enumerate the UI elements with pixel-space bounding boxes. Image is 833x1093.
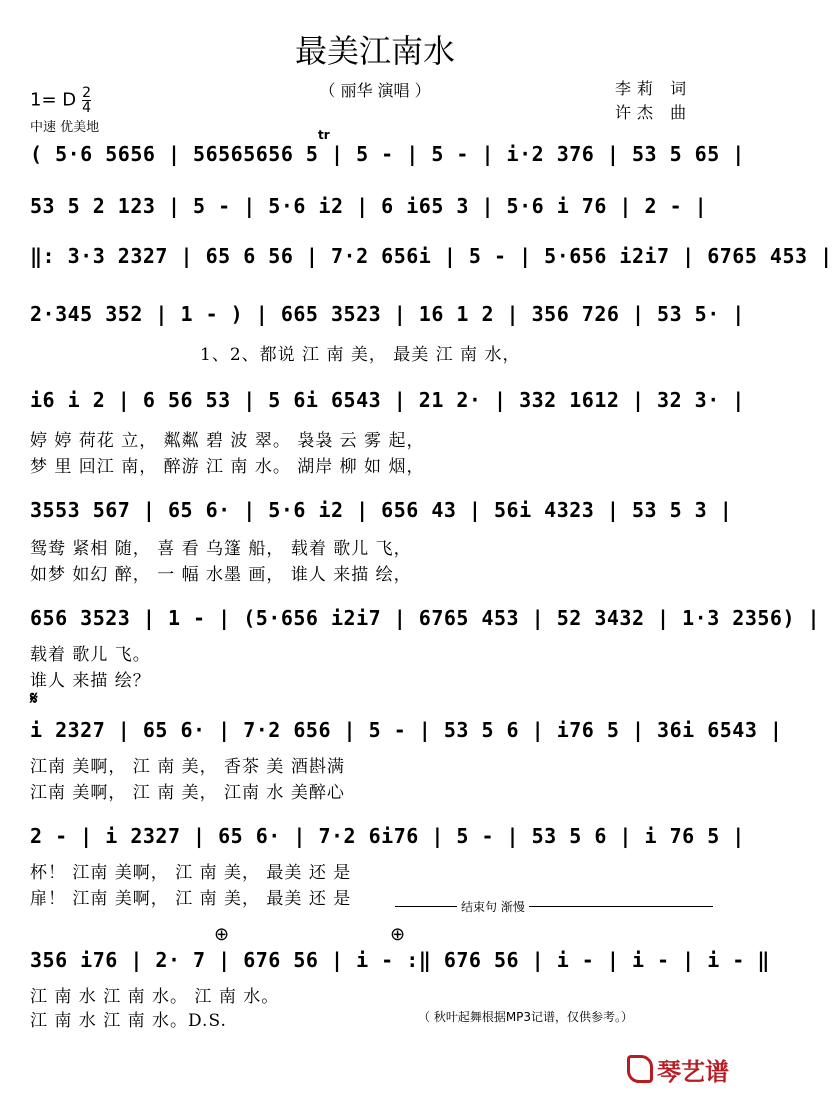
score-line-4: 2·345 352 | 1 - ) | 665 3523 | 16 1 2 | 356 726 | 53 5· | [30, 302, 745, 326]
lyricist-credit: 李莉 词 [615, 79, 693, 98]
ending-bracket [395, 900, 713, 921]
watermark-logo [627, 1052, 729, 1087]
time-bottom: 4 [82, 100, 92, 116]
tempo-marking: 中速 优美地 [30, 120, 100, 135]
score-line-8: i 2327 | 65 6· | 7·2 656 | 5 - | 53 5 6 | i76 5 | 36i 6543 | [30, 718, 783, 742]
score-line-2: 53 5 2 123 | 5 - | 5·6 i2 | 6 i65 3 | 5·6 i 76 | 2 - | [30, 194, 708, 218]
time-top: 2 [82, 85, 92, 101]
score-line-6: 3553 567 | 65 6· | 5·6 i2 | 656 43 | 56i 4323 | 53 5 3 | [30, 498, 733, 522]
lyric-line: 谁人 来描 绘？ [30, 671, 151, 691]
watermark-text: 琴艺谱 [657, 1058, 729, 1086]
ending-label: 结束句 渐慢 [457, 898, 529, 915]
lyric-line: 杯！ 江南 美啊， 江 南 美， 最美 还 是 [30, 863, 352, 883]
lyric-line: 江南 美啊， 江 南 美， 江南 水 美醉心 [30, 783, 345, 803]
score-line-3: ‖: 3·3 2327 | 65 6 56 | 7·2 656i | 5 - | 5·656 i2i7 | 6765 453 | [30, 244, 833, 268]
lyric-line: 扉！ 江南 美啊， 江 南 美， 最美 还 是 [30, 889, 352, 909]
lyric-line: 江南 美啊， 江 南 美， 香茶 美 酒斟满 [30, 757, 345, 777]
lyric-line: 江 南 水 江 南 水。 江 南 水。 [30, 987, 280, 1007]
lyric-line: 梦 里 回江 南， 醉游 江 南 水。 湖岸 柳 如 烟， [30, 457, 425, 477]
score-line-1: ( 5·6 5656 | 56565656 5 | 5 - | 5 - | i·2 376 | 53 5 65 | [30, 142, 745, 166]
key-label: 1= D [30, 89, 77, 111]
trill-mark: tr [318, 128, 330, 142]
key-signature [30, 86, 91, 115]
score-line-7: 656 3523 | 1 - | (5·656 i2i7 | 6765 453 | 52 3432 | 1·3 2356) | [30, 606, 821, 630]
lyric-line: 载着 歌儿 飞。 [30, 645, 151, 665]
performer-subtitle: （ 丽华 演唱 ） [319, 81, 431, 100]
logo-icon [627, 1055, 653, 1083]
composer-credit: 许杰 曲 [615, 103, 693, 122]
coda-mark-1: ⊕ [214, 924, 230, 945]
score-line-5: i6 i 2 | 6 56 53 | 5 6i 6543 | 21 2· | 332 1612 | 32 3· | [30, 388, 745, 412]
transcription-note: （ 秋叶起舞根据MP3记谱，仅供参考。） [418, 1010, 634, 1024]
lyric-line: 如梦 如幻 醉， 一 幅 水墨 画， 谁人 来描 绘， [30, 565, 412, 585]
lyric-line: 鸳鸯 紧相 随， 喜 看 乌篷 船， 载着 歌儿 飞， [30, 539, 412, 559]
segno-mark: 𝄋 [30, 688, 38, 709]
lyric-line: 1、2、都说 江 南 美， 最美 江 南 水， [200, 345, 521, 365]
score-line-9: 2 - | i 2327 | 65 6· | 7·2 6i76 | 5 - | 53 5 6 | i 76 5 | [30, 824, 745, 848]
coda-mark-2: ⊕ [390, 924, 406, 945]
score-line-10: 356 i76 | 2· 7 | 676 56 | i - :‖ 676 56 | i - | i - | i - ‖ [30, 948, 770, 972]
time-signature [82, 86, 91, 115]
lyric-line: 江 南 水 江 南 水。D.S. [30, 1011, 227, 1031]
page-title: 最美江南水 [294, 32, 455, 70]
lyric-line: 婷 婷 荷花 立， 粼粼 碧 波 翠。 袅袅 云 雾 起， [30, 431, 425, 451]
